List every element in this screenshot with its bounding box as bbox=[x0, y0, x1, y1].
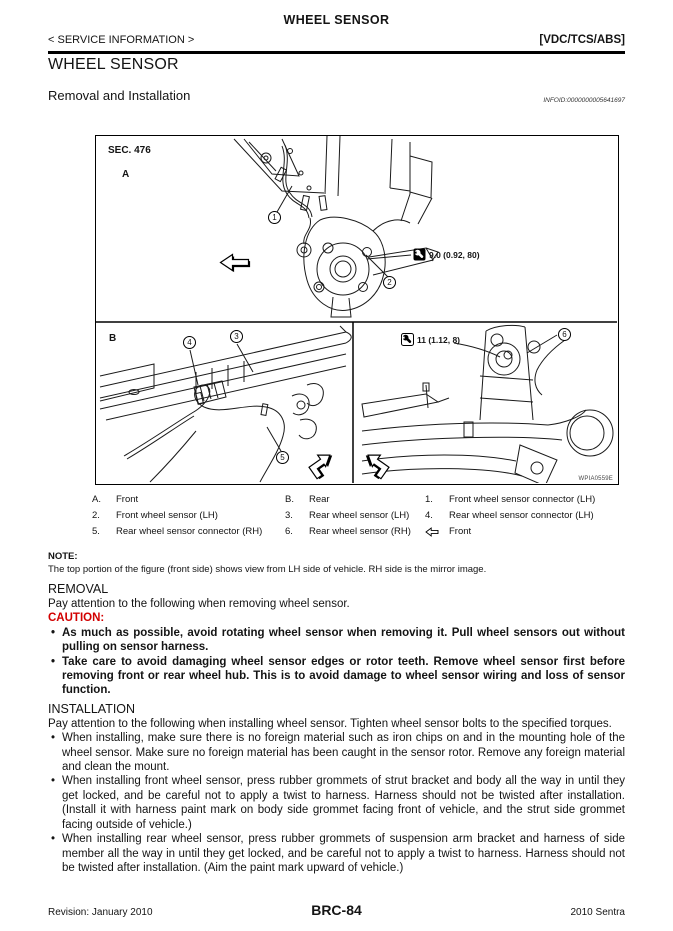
figure-view-a-label: A bbox=[122, 169, 130, 180]
legend-key: 3. bbox=[285, 510, 293, 521]
caution-label: CAUTION: bbox=[48, 612, 105, 625]
removal-heading: REMOVAL bbox=[48, 582, 109, 596]
rear-torque-spec bbox=[401, 333, 460, 346]
figure-line-art bbox=[96, 136, 617, 483]
legend-item bbox=[92, 494, 285, 506]
legend-key: 5. bbox=[92, 526, 100, 537]
page-title: WHEEL SENSOR bbox=[283, 13, 390, 27]
wheel-sensor-figure bbox=[95, 135, 619, 485]
infoid-label: INFOID:0000000005641697 bbox=[543, 97, 625, 104]
legend-item bbox=[92, 510, 285, 522]
breadcrumb: < SERVICE INFORMATION > bbox=[48, 34, 195, 46]
legend-item bbox=[425, 510, 625, 522]
section-title: WHEEL SENSOR bbox=[48, 56, 179, 73]
legend-key: 6. bbox=[285, 526, 293, 537]
front-direction-arrow-icon bbox=[221, 255, 251, 273]
callout-3: 3 bbox=[230, 330, 243, 343]
installation-item: • When installing, make sure there is no foreign material such as iron chips on and in the mounting hole of the wheel sensor. Make sure no foreign material has been caught in the sensor rotor. Remove any foreign material and clean the mount. bbox=[48, 731, 625, 774]
footer-revision: Revision: January 2010 bbox=[48, 907, 153, 918]
legend-label: Front bbox=[449, 526, 472, 537]
legend-front-arrow-icon bbox=[425, 526, 449, 541]
figure-view-b-label: B bbox=[109, 333, 117, 344]
note-text: The top portion of the figure (front side) shows view from LH side of vehicle. RH side is the mirror image. bbox=[48, 564, 487, 575]
rear-suspension-arm-art bbox=[362, 325, 613, 483]
callout-2: 2 bbox=[383, 276, 396, 289]
header-rule bbox=[48, 51, 625, 54]
installation-heading: INSTALLATION bbox=[48, 701, 136, 716]
legend-item bbox=[285, 526, 425, 541]
view-direction-bent-arrow-icon bbox=[359, 448, 392, 480]
front-torque-value: 9.0 (0.92, 80) bbox=[429, 249, 480, 260]
legend-key: 1. bbox=[425, 494, 433, 505]
torque-wrench-icon bbox=[401, 333, 414, 346]
installation-intro: Pay attention to the following when installing wheel sensor. Tighten wheel sensor bolts to the specified torques. bbox=[48, 717, 612, 730]
subsection-title: Removal and Installation bbox=[48, 88, 191, 103]
legend-key: 2. bbox=[92, 510, 100, 521]
legend-item bbox=[285, 510, 425, 522]
figure-legend bbox=[92, 494, 625, 541]
figure-image-code: WPIA0559E bbox=[578, 476, 613, 482]
system-tag: [VDC/TCS/ABS] bbox=[539, 34, 625, 46]
legend-label: Rear wheel sensor (LH) bbox=[309, 510, 410, 521]
page-number: BRC-84 bbox=[311, 902, 362, 918]
legend-item bbox=[285, 494, 425, 506]
view-direction-bent-arrow-icon bbox=[306, 448, 339, 480]
callout-4: 4 bbox=[183, 336, 196, 349]
figure-sec-label: SEC. 476 bbox=[108, 145, 151, 156]
front-knuckle-art bbox=[234, 136, 438, 317]
legend-label: Front bbox=[116, 494, 139, 505]
callout-6: 6 bbox=[558, 328, 571, 341]
footer-model: 2010 Sentra bbox=[570, 907, 625, 918]
legend-label: Front wheel sensor (LH) bbox=[116, 510, 218, 521]
legend-label: Rear wheel sensor connector (RH) bbox=[116, 526, 263, 537]
body-text bbox=[48, 550, 625, 875]
front-torque-spec bbox=[413, 248, 480, 261]
legend-key: 4. bbox=[425, 510, 433, 521]
caution-item: • Take care to avoid damaging wheel sensor edges or rotor teeth. Remove wheel sensor first before removing front or rear wheel hub. This is to avoid damage to wheel sensor wiring and loss of sensor function. bbox=[48, 655, 625, 698]
note-label: NOTE: bbox=[48, 551, 78, 562]
legend-key: B. bbox=[285, 494, 294, 505]
caution-item: • As much as possible, avoid rotating wheel sensor when removing it. Pull wheel sensors out without pulling on sensor harness. bbox=[48, 626, 625, 655]
installation-item: • When installing front wheel sensor, press rubber grommets of strut bracket and body all the way in until they get locked, and be careful not to apply a twist to harness. Harness should not be twisted after installation. (Install it with harness paint mark on body side grommet facing front of vehicle, and the strut side grommet facing outside of vehicle.) bbox=[48, 774, 625, 832]
rear-torque-value: 11 (1.12, 8) bbox=[417, 334, 461, 345]
callout-5: 5 bbox=[276, 451, 289, 464]
header-row bbox=[48, 34, 625, 46]
legend-item bbox=[425, 494, 625, 506]
legend-item bbox=[92, 526, 285, 541]
legend-label: Rear wheel sensor (RH) bbox=[309, 526, 411, 537]
legend-label: Front wheel sensor connector (LH) bbox=[449, 494, 596, 505]
legend-key: A. bbox=[92, 494, 101, 505]
legend-label: Rear wheel sensor connector (LH) bbox=[449, 510, 594, 521]
legend-label: Rear bbox=[309, 494, 330, 505]
legend-item bbox=[425, 526, 625, 541]
removal-intro: Pay attention to the following when removing wheel sensor. bbox=[48, 598, 350, 610]
installation-item: • When installing rear wheel sensor, press rubber grommets of suspension arm bracket and harness of side member all the way in until they get locked, and be careful not to apply a twist to harness. Harness should not be twisted after installation. (Aim the paint mark upward of vehicle.) bbox=[48, 832, 625, 875]
callout-1: 1 bbox=[268, 211, 281, 224]
torque-wrench-icon bbox=[413, 248, 426, 261]
rear-sidemember-art bbox=[100, 326, 351, 482]
